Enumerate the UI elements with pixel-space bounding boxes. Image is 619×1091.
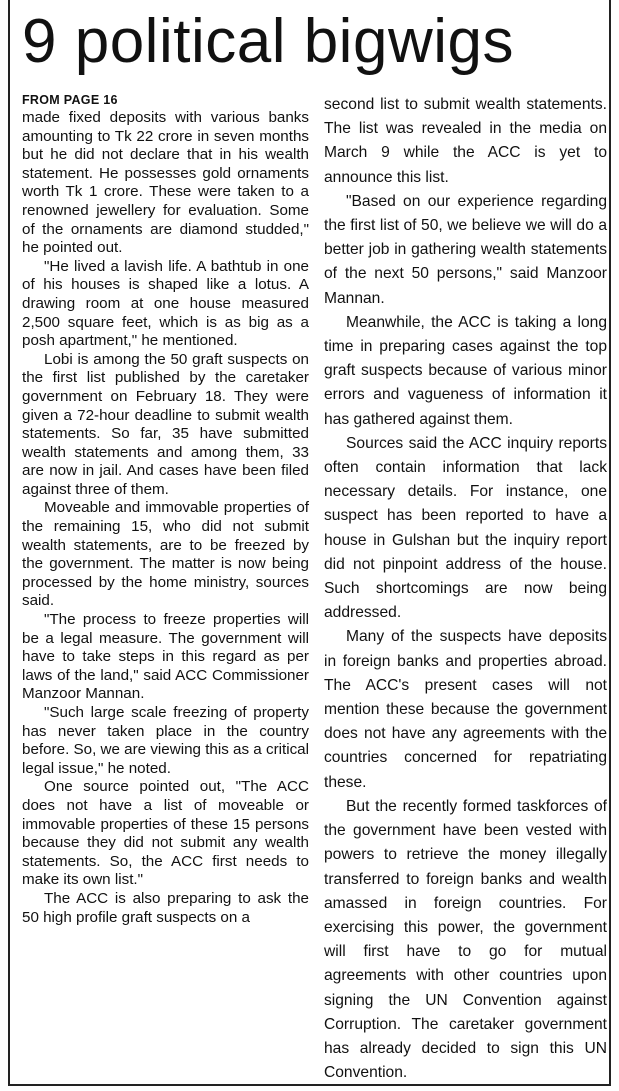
paragraph: Lobi is among the 50 graft suspects on the first list published by the caretaker government on February 18. They were given a 72-hour deadline to submit wealth statements. So far, 35 have submitted wealth statements and among them, 33 are now in jail. And cases have been filed against three of them. [22, 350, 309, 498]
paragraph: Meanwhile, the ACC is taking a long time in preparing cases against the top graft suspects because of various minor errors and vagueness of information it has gathered against them. [324, 313, 607, 428]
paragraph: The ACC is also preparing to ask the 50 high profile graft suspects on a [22, 889, 309, 926]
left-column [22, 93, 309, 927]
paragraph: Many of the suspects have deposits in foreign banks and properties abroad. The ACC's present cases will not mention these because the government does not have any agreements with the countries concerned for repatriating these. [324, 628, 607, 791]
paragraph: One source pointed out, "The ACC does not have a list of moveable or immovable properties of these 15 persons because they did not submit any wealth statements. So, the ACC first needs to make its own list." [22, 778, 309, 889]
paragraph: Sources said the ACC inquiry reports often contain information that lack necessary details. For instance, one suspect has been reported to have a house in Gulshan but the inquiry report did not pinpoint address of the house. Such shortcomings are now being addressed. [324, 434, 607, 622]
right-column [324, 93, 607, 1085]
paragraph: second list to submit wealth statements. The list was revealed in the media on March 9 while the ACC is yet to announce this list. [324, 96, 607, 186]
paragraph: But the recently formed taskforces of the government have been vested with powers to retrieve the money illegally transferred to foreign banks and wealth amassed in foreign countries. For exercising this power, the government will first have to go for mutual agreements with other countries upon signing the UN Convention against Corruption. The caretaker government has already decided to sign this UN Convention. [324, 797, 607, 1082]
paragraph: "The process to freeze properties will be a legal measure. The government will have to take steps in this regard as per laws of the land," said ACC Commissioner Manzoor Mannan. [22, 611, 309, 703]
paragraph: "He lived a lavish life. A bathtub in one of his houses is shaped like a lotus. A drawing room at one house measured 2,500 square feet, which is as big as a posh apartment," he mentioned. [22, 257, 309, 350]
jump-line: FROM PAGE 16 [22, 93, 118, 107]
paragraph: Moveable and immovable properties of the remaining 15, who did not submit wealth statements, are to be freezed by the government. The matter is now being processed by the home ministry, sources said. [22, 499, 309, 610]
paragraph [22, 93, 309, 258]
paragraph: "Such large scale freezing of property has never taken place in the country before. So, we are viewing this as a critical legal issue," he noted. [22, 704, 310, 777]
paragraph-text: made fixed deposits with various banks amounting to Tk 22 crore in seven months but he did not declare that in his wealth statement. He possesses gold ornaments worth Tk 1 crore. These were taken to a renowned jewellery for evaluation. Some of the ornaments are diamond studded," he pointed out. [22, 109, 309, 257]
headline: 9 political bigwigs [22, 7, 514, 76]
newspaper-clipping [8, 0, 611, 1086]
paragraph: "Based on our experience regarding the first list of 50, we believe we will do a better job in gathering wealth statements of the next 50 persons," said Manzoor Mannan. [324, 192, 607, 307]
